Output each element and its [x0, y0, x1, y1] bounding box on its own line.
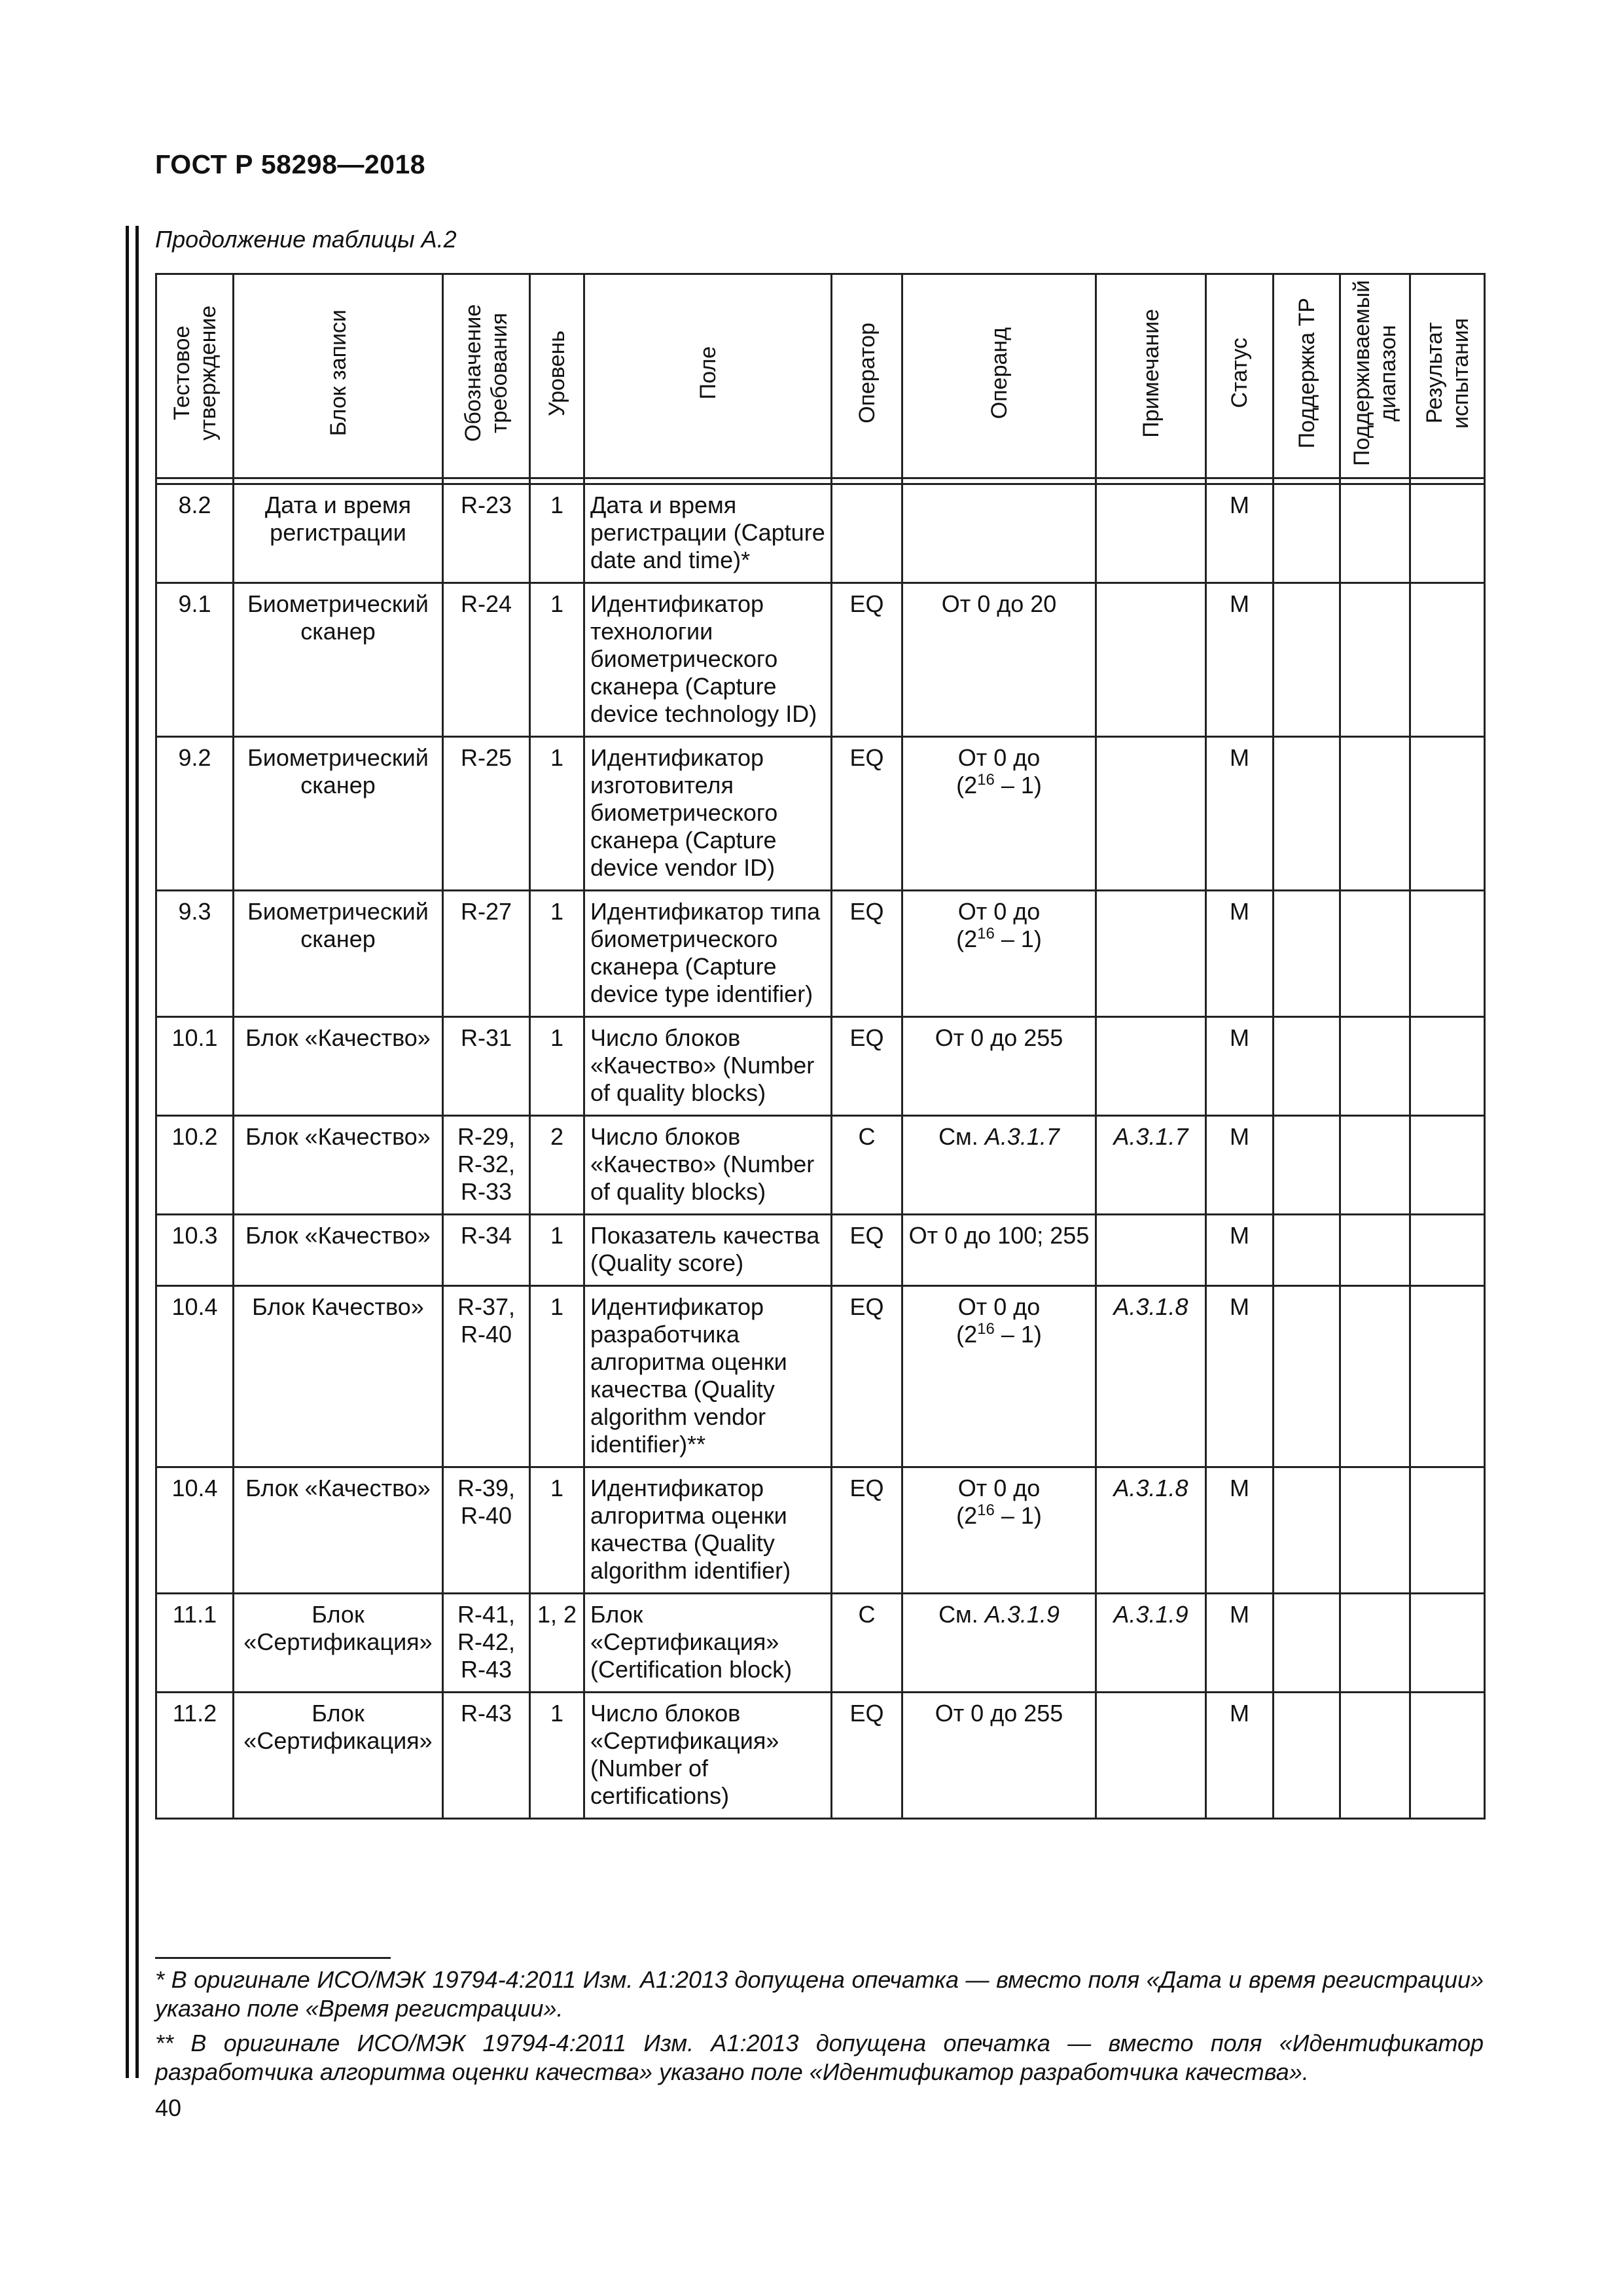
- level-cell: 1: [530, 1467, 584, 1594]
- block-cell: Блок «Качество»: [234, 1017, 443, 1116]
- supported-range-cell: [1340, 1594, 1410, 1693]
- operand-suffix: – 1): [994, 1321, 1042, 1348]
- operator-cell: EQ: [832, 737, 902, 891]
- tr-support-cell: [1274, 1467, 1340, 1594]
- field-cell: Дата и время регистрации (Capture date and time)*: [584, 484, 832, 583]
- status-cell: M: [1206, 1017, 1274, 1116]
- header-supported-range: Поддерживаемый диапазон: [1349, 279, 1400, 467]
- tr-support-cell: [1274, 1017, 1340, 1116]
- table-row: [156, 737, 1485, 891]
- test-result-cell: [1410, 1693, 1485, 1819]
- assertion-cell: 11.2: [156, 1693, 234, 1819]
- block-cell: Биометрический сканер: [234, 583, 443, 737]
- requirement-cell: R-39, R-40: [443, 1467, 530, 1594]
- header-tr-support: Поддержка ТР: [1294, 297, 1319, 449]
- operand-base: (2: [956, 772, 978, 798]
- table-row: [156, 891, 1485, 1017]
- operand-suffix: – 1): [994, 1502, 1042, 1529]
- requirements-table: [155, 273, 1486, 1820]
- field-cell: Идентификатор алгоритма оценки качества (Quality algorithm identifier): [584, 1467, 832, 1594]
- assertion-cell: 9.3: [156, 891, 234, 1017]
- block-cell: Блок «Качество»: [234, 1215, 443, 1286]
- requirement-cell: R-24: [443, 583, 530, 737]
- operand-text: От 0 до: [957, 1293, 1041, 1320]
- operator-cell: [832, 484, 902, 583]
- operand-prefix: См.: [938, 1601, 985, 1628]
- operand-cell: [902, 1467, 1096, 1594]
- field-cell: Идентификатор технологии биометрического сканера (Capture device technology ID): [584, 583, 832, 737]
- test-result-cell: [1410, 1286, 1485, 1467]
- status-cell: M: [1206, 1693, 1274, 1819]
- operand-reference: А.3.1.9: [984, 1601, 1060, 1628]
- supported-range-cell: [1340, 737, 1410, 891]
- field-cell: Число блоков «Качество» (Number of quality blocks): [584, 1017, 832, 1116]
- header-note: Примечание: [1138, 308, 1164, 438]
- table-row: [156, 1467, 1485, 1594]
- assertion-cell: 10.4: [156, 1286, 234, 1467]
- test-result-cell: [1410, 1467, 1485, 1594]
- supported-range-cell: [1340, 583, 1410, 737]
- test-result-cell: [1410, 1594, 1485, 1693]
- test-result-cell: [1410, 583, 1485, 737]
- operand-text: От 0 до: [957, 1475, 1041, 1501]
- header-field: Поле: [695, 346, 721, 400]
- header-cell: [584, 274, 832, 478]
- block-cell: Дата и время регистрации: [234, 484, 443, 583]
- field-cell: Идентификатор разработчика алгоритма оценки качества (Quality algorithm vendor identifier)**: [584, 1286, 832, 1467]
- operand-exponent: 16: [977, 925, 995, 942]
- header-operand: Операнд: [986, 327, 1012, 420]
- note-cell: [1096, 1017, 1206, 1116]
- supported-range-cell: [1340, 1286, 1410, 1467]
- header-cell: [1274, 274, 1340, 478]
- header-level: Уровень: [544, 330, 569, 416]
- operand-suffix: – 1): [994, 925, 1042, 952]
- block-cell: Блок «Качество»: [234, 1116, 443, 1215]
- operator-cell: EQ: [832, 1693, 902, 1819]
- header-requirement-id: Обозначение требования: [461, 304, 512, 442]
- field-cell: Показатель качества (Quality score): [584, 1215, 832, 1286]
- block-cell: Блок «Сертификация»: [234, 1594, 443, 1693]
- table-row: [156, 1693, 1485, 1819]
- supported-range-cell: [1340, 1467, 1410, 1594]
- note-cell: А.3.1.9: [1096, 1594, 1206, 1693]
- operator-cell: EQ: [832, 1286, 902, 1467]
- requirement-cell: R-34: [443, 1215, 530, 1286]
- operand-exponent: 16: [977, 771, 995, 789]
- operand-cell: [902, 484, 1096, 583]
- requirement-cell: R-31: [443, 1017, 530, 1116]
- requirement-cell: R-29, R-32, R-33: [443, 1116, 530, 1215]
- table-row: [156, 484, 1485, 583]
- status-cell: M: [1206, 1215, 1274, 1286]
- table-row: [156, 1116, 1485, 1215]
- requirement-cell: R-27: [443, 891, 530, 1017]
- assertion-cell: 10.4: [156, 1467, 234, 1594]
- requirement-cell: R-41, R-42, R-43: [443, 1594, 530, 1693]
- header-cell: [1206, 274, 1274, 478]
- operand-cell: [902, 1594, 1096, 1693]
- note-cell: [1096, 583, 1206, 737]
- status-cell: M: [1206, 737, 1274, 891]
- field-cell: Идентификатор типа биометрического сканера (Capture device type identifier): [584, 891, 832, 1017]
- requirement-cell: R-37, R-40: [443, 1286, 530, 1467]
- status-cell: M: [1206, 1116, 1274, 1215]
- tr-support-cell: [1274, 484, 1340, 583]
- requirement-cell: R-43: [443, 1693, 530, 1819]
- header-cell: [443, 274, 530, 478]
- block-cell: Блок «Сертификация»: [234, 1693, 443, 1819]
- header-assertion: Тестовое утверждение: [169, 305, 221, 441]
- tr-support-cell: [1274, 1286, 1340, 1467]
- status-cell: M: [1206, 583, 1274, 737]
- level-cell: 1: [530, 1693, 584, 1819]
- supported-range-cell: [1340, 484, 1410, 583]
- operator-cell: EQ: [832, 1215, 902, 1286]
- test-result-cell: [1410, 1116, 1485, 1215]
- level-cell: 1: [530, 1286, 584, 1467]
- table-header-row: [156, 274, 1485, 478]
- operator-cell: C: [832, 1594, 902, 1693]
- block-cell: Биометрический сканер: [234, 891, 443, 1017]
- header-cell: [156, 274, 234, 478]
- operand-cell: От 0 до 100; 255: [902, 1215, 1096, 1286]
- operand-cell: [902, 1286, 1096, 1467]
- status-cell: M: [1206, 891, 1274, 1017]
- test-result-cell: [1410, 737, 1485, 891]
- operand-reference: А.3.1.7: [984, 1123, 1060, 1150]
- level-cell: 1, 2: [530, 1594, 584, 1693]
- note-cell: [1096, 484, 1206, 583]
- tr-support-cell: [1274, 891, 1340, 1017]
- field-cell: Число блоков «Качество» (Number of quality blocks): [584, 1116, 832, 1215]
- test-result-cell: [1410, 1215, 1485, 1286]
- header-cell: [1410, 274, 1485, 478]
- operand-base: (2: [956, 1321, 978, 1348]
- table-caption: Продолжение таблицы А.2: [155, 226, 457, 253]
- block-cell: Биометрический сканер: [234, 737, 443, 891]
- header-cell: [832, 274, 902, 478]
- header-status: Статус: [1227, 338, 1252, 408]
- note-cell: А.3.1.8: [1096, 1467, 1206, 1594]
- header-cell: [234, 274, 443, 478]
- header-test-result: Результат испытания: [1421, 317, 1473, 429]
- operand-base: (2: [956, 925, 978, 952]
- operator-cell: EQ: [832, 1017, 902, 1116]
- level-cell: 1: [530, 484, 584, 583]
- operand-text: От 0 до: [957, 898, 1041, 925]
- note-cell: А.3.1.8: [1096, 1286, 1206, 1467]
- footnote-2: ** В оригинале ИСО/МЭК 19794-4:2011 Изм. А1:2013 допущена опечатка — вместо поля «Идентификатор разработчика алгоритма оценки качества» указано поле «Идентификатор разработчика качества».: [155, 2030, 1484, 2085]
- tr-support-cell: [1274, 1215, 1340, 1286]
- status-cell: M: [1206, 1286, 1274, 1467]
- assertion-cell: 9.1: [156, 583, 234, 737]
- tr-support-cell: [1274, 1594, 1340, 1693]
- note-cell: [1096, 1693, 1206, 1819]
- level-cell: 1: [530, 1017, 584, 1116]
- field-cell: Число блоков «Сертификация» (Number of certifications): [584, 1693, 832, 1819]
- operand-cell: От 0 до 255: [902, 1693, 1096, 1819]
- operand-suffix: – 1): [994, 772, 1042, 798]
- document-standard-title: ГОСТ Р 58298—2018: [155, 149, 426, 179]
- operand-cell: [902, 1116, 1096, 1215]
- tr-support-cell: [1274, 737, 1340, 891]
- header-cell: [902, 274, 1096, 478]
- test-result-cell: [1410, 484, 1485, 583]
- table-row: [156, 583, 1485, 737]
- header-cell: [1096, 274, 1206, 478]
- operand-prefix: См.: [938, 1123, 985, 1150]
- operator-cell: EQ: [832, 1467, 902, 1594]
- level-cell: 1: [530, 737, 584, 891]
- note-cell: [1096, 1215, 1206, 1286]
- level-cell: 1: [530, 583, 584, 737]
- note-cell: А.3.1.7: [1096, 1116, 1206, 1215]
- supported-range-cell: [1340, 891, 1410, 1017]
- field-cell: Идентификатор изготовителя биометрического сканера (Capture device vendor ID): [584, 737, 832, 891]
- operand-cell: [902, 891, 1096, 1017]
- operand-base: (2: [956, 1502, 978, 1529]
- assertion-cell: 11.1: [156, 1594, 234, 1693]
- operator-cell: EQ: [832, 891, 902, 1017]
- tr-support-cell: [1274, 1116, 1340, 1215]
- test-result-cell: [1410, 1017, 1485, 1116]
- assertion-cell: 10.1: [156, 1017, 234, 1116]
- requirement-cell: R-25: [443, 737, 530, 891]
- status-cell: M: [1206, 484, 1274, 583]
- operator-cell: C: [832, 1116, 902, 1215]
- assertion-cell: 9.2: [156, 737, 234, 891]
- change-bar-outer: [126, 226, 129, 2078]
- assertion-cell: 10.3: [156, 1215, 234, 1286]
- footnote-separator: [155, 1957, 391, 1959]
- assertion-cell: 8.2: [156, 484, 234, 583]
- status-cell: M: [1206, 1467, 1274, 1594]
- supported-range-cell: [1340, 1116, 1410, 1215]
- block-cell: Блок Качество»: [234, 1286, 443, 1467]
- operand-text: От 0 до: [957, 744, 1041, 771]
- page-number: 40: [155, 2094, 182, 2121]
- header-operator: Оператор: [854, 323, 880, 423]
- change-bar-inner: [135, 226, 139, 2078]
- operand-cell: От 0 до 255: [902, 1017, 1096, 1116]
- header-cell: [530, 274, 584, 478]
- note-cell: [1096, 891, 1206, 1017]
- header-cell: [1340, 274, 1410, 478]
- supported-range-cell: [1340, 1215, 1410, 1286]
- status-cell: M: [1206, 1594, 1274, 1693]
- supported-range-cell: [1340, 1017, 1410, 1116]
- table-row: [156, 1017, 1485, 1116]
- table-row: [156, 1594, 1485, 1693]
- header-separator: [156, 478, 1485, 484]
- operand-exponent: 16: [977, 1501, 995, 1519]
- supported-range-cell: [1340, 1693, 1410, 1819]
- operand-cell: [902, 737, 1096, 891]
- table-row: [156, 1286, 1485, 1467]
- note-cell: [1096, 737, 1206, 891]
- operator-cell: EQ: [832, 583, 902, 737]
- footnote-1: * В оригинале ИСО/МЭК 19794-4:2011 Изм. А1:2013 допущена опечатка — вместо поля «Дата и время регистрации» указано поле «Время регистрации».: [155, 1966, 1484, 2022]
- operand-cell: От 0 до 20: [902, 583, 1096, 737]
- level-cell: 2: [530, 1116, 584, 1215]
- assertion-cell: 10.2: [156, 1116, 234, 1215]
- test-result-cell: [1410, 891, 1485, 1017]
- level-cell: 1: [530, 1215, 584, 1286]
- level-cell: 1: [530, 891, 584, 1017]
- field-cell: Блок «Сертификация» (Certification block): [584, 1594, 832, 1693]
- tr-support-cell: [1274, 583, 1340, 737]
- requirement-cell: R-23: [443, 484, 530, 583]
- block-cell: Блок «Качество»: [234, 1467, 443, 1594]
- table-row: [156, 1215, 1485, 1286]
- header-record-block: Блок записи: [325, 310, 351, 437]
- tr-support-cell: [1274, 1693, 1340, 1819]
- operand-exponent: 16: [977, 1320, 995, 1338]
